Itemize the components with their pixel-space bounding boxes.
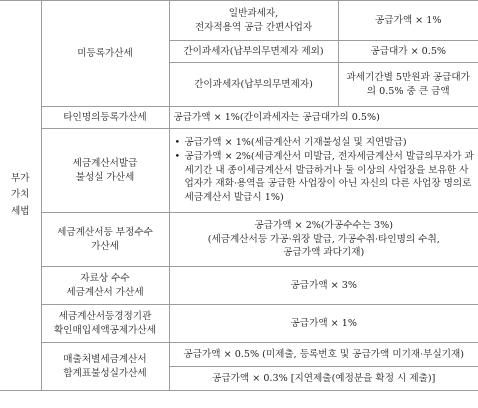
invoice-nonissue-value bbox=[169, 129, 478, 213]
invoice-nonissue-list bbox=[174, 136, 475, 206]
unregistered-type-1 bbox=[169, 1, 338, 41]
confirm-receipt-value bbox=[169, 305, 478, 343]
summary-table-value-1-text: 공급가액 × 0.5% (미제출, 등록번호 및 공급가액 미기재·부실기재) bbox=[183, 348, 464, 360]
list-item: • 공급가액 × 1%(세금계산서 기재불성실 및 지연발급) bbox=[185, 136, 475, 150]
unregistered-type-3 bbox=[169, 63, 338, 107]
data-receipt-value bbox=[169, 267, 478, 305]
unregistered-rate-1 bbox=[338, 1, 478, 41]
summary-table-label-cell bbox=[41, 343, 169, 391]
unregistered-rate-3-text: 과세기간별 5만원과 공급대가의 0.5% 중 큰 금액 bbox=[346, 71, 470, 97]
improper-receipt-label-cell bbox=[41, 213, 169, 267]
category-cell bbox=[0, 1, 41, 391]
summary-table-value-2-text: 공급가액 × 0.3% [지연제출(예정분을 확정 시 제출)] bbox=[212, 372, 436, 384]
data-receipt-label-cell bbox=[41, 267, 169, 305]
other-name-value bbox=[169, 107, 478, 129]
confirm-receipt-value-text: 공급가액 × 1% bbox=[290, 317, 357, 329]
improper-receipt-value bbox=[169, 213, 478, 267]
unregistered-type-3-text: 간이과세자(납부의무면제자) bbox=[194, 78, 313, 90]
unregistered-type-2 bbox=[169, 41, 338, 63]
summary-table-value-2 bbox=[169, 367, 478, 391]
data-receipt-label: 자료상 수수 세금계산서 가산세 bbox=[66, 272, 144, 298]
unregistered-rate-2 bbox=[338, 41, 478, 63]
other-name-label-cell bbox=[41, 107, 169, 129]
unregistered-type-2-text: 간이과세자(납부의무면제자 제외) bbox=[183, 45, 324, 57]
unregistered-rate-1-text: 공급가액 × 1% bbox=[375, 14, 442, 26]
unregistered-label-cell bbox=[41, 1, 169, 107]
unregistered-rate-2-text: 공급대가 × 0.5% bbox=[370, 45, 447, 57]
other-name-value-text: 공급가액 × 1%(간이과세자는 공급대가의 0.5%) bbox=[173, 111, 380, 123]
category-label: 부가 가치 세법 bbox=[10, 173, 30, 217]
unregistered-type-1-text: 일반과세자, 전자적용역 공급 간편사업자 bbox=[194, 7, 313, 33]
confirm-receipt-label: 세금계산서등경정기관 확인매입세액공제가산세 bbox=[54, 310, 156, 336]
invoice-nonissue-label: 세금계산서발급 불성실 가산세 bbox=[72, 157, 138, 183]
invoice-nonissue-label-cell bbox=[41, 129, 169, 213]
unregistered-label: 미등록가산세 bbox=[77, 47, 133, 59]
unregistered-rate-3 bbox=[338, 63, 478, 107]
summary-table-value-1 bbox=[169, 343, 478, 367]
data-receipt-value-text: 공급가액 × 3% bbox=[290, 279, 357, 291]
list-item: • 공급가액 × 2%(세금계산서 미발급, 전자세금계산서 발급의무자가 과세기간 내 종이세금계산서 발급하거나 둘 이상의 사업장을 보유한 사업자가 재화·용역을 공급한 사업장이 아닌 자신의 다른 사업장 명의로 세금계산서 발급시 1%) bbox=[185, 150, 475, 206]
improper-receipt-label: 세금계산서등 부정수수 가산세 bbox=[57, 226, 153, 252]
summary-table-label: 매출처별세금계산서 합계표불성실가산세 bbox=[63, 353, 147, 379]
confirm-receipt-label-cell bbox=[41, 305, 169, 343]
other-name-label: 타인명의등록가산세 bbox=[63, 111, 147, 123]
improper-receipt-value-text: 공급가액 × 2%(가공수수는 3%) (세금계산서등 가공·위장 발급, 가공수취·타인명의 수취, 공급가액 과다기재) bbox=[207, 219, 440, 259]
